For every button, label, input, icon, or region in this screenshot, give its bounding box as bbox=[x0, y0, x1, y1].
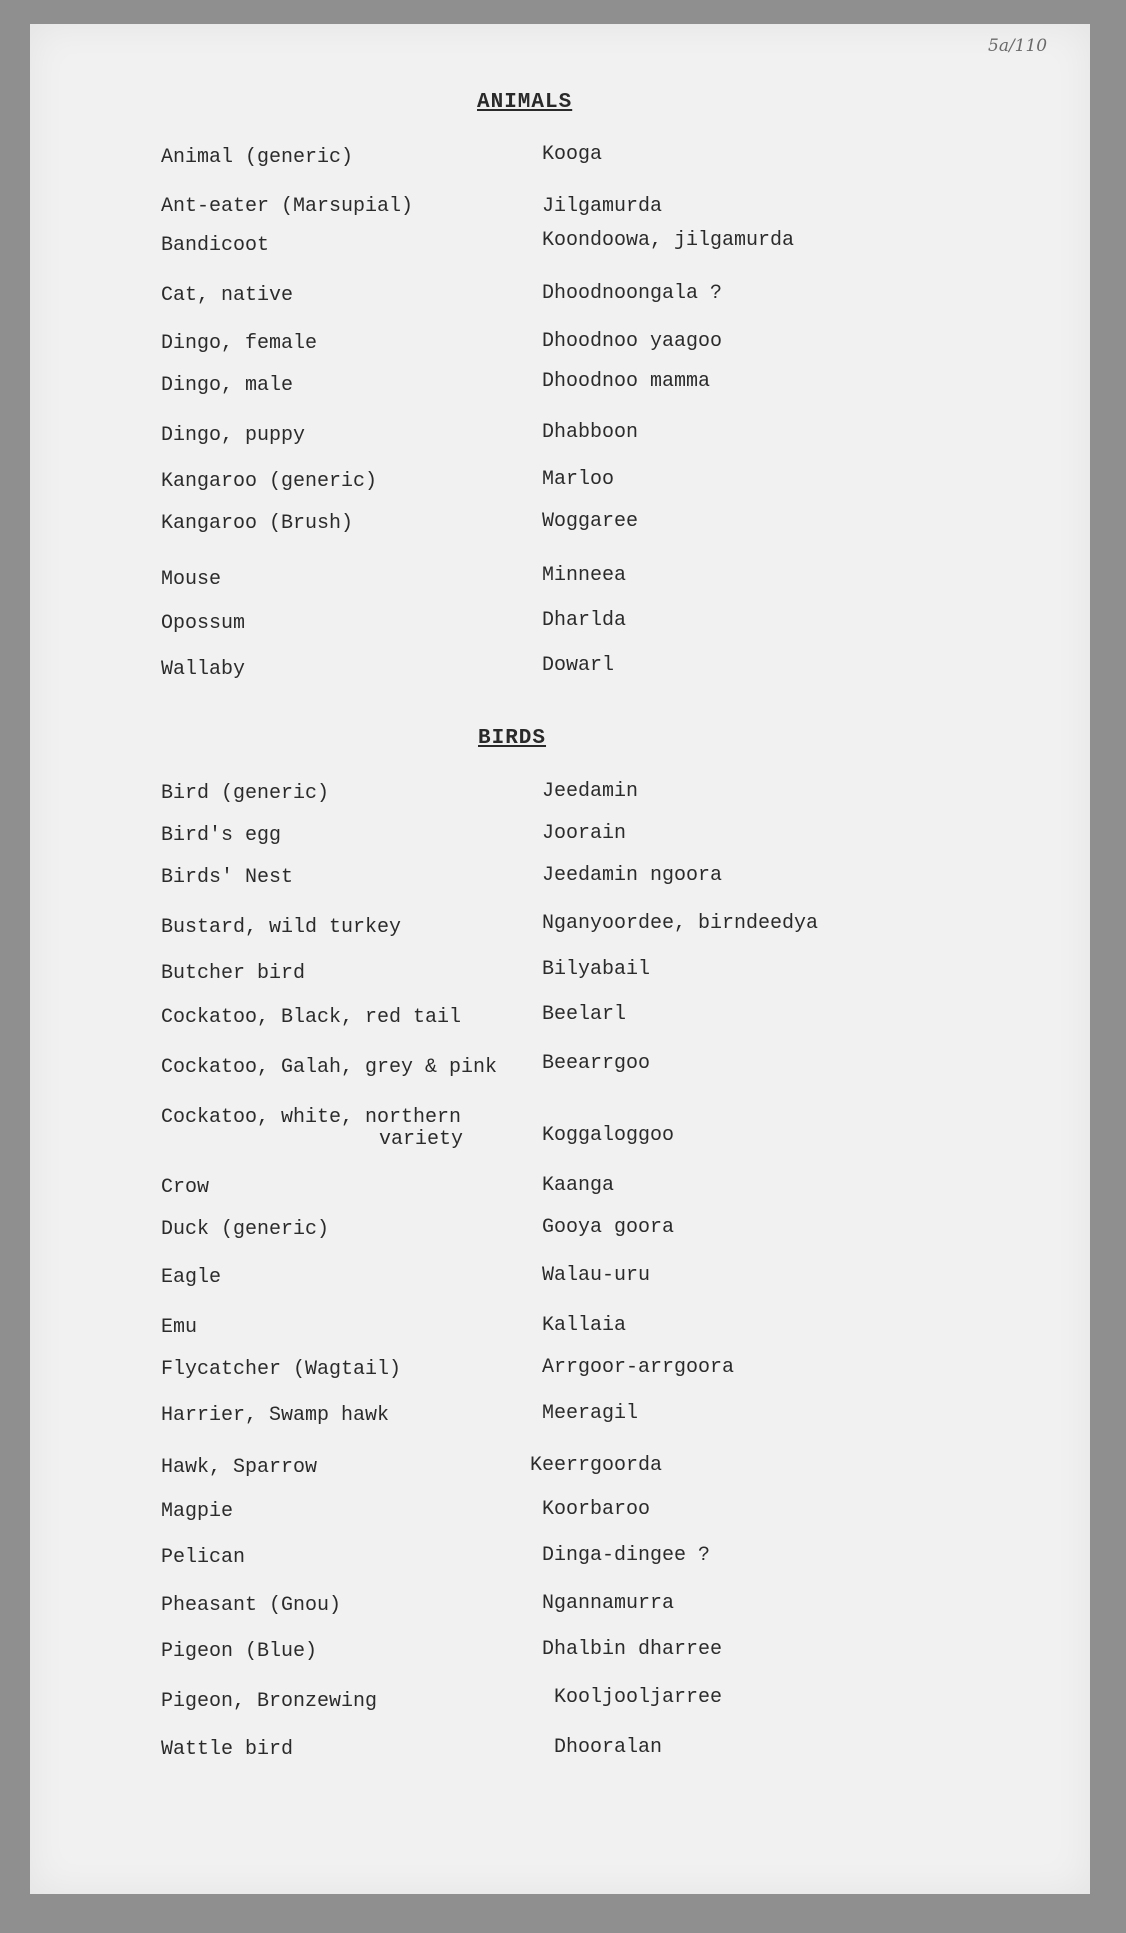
entry-native: Woggaree bbox=[542, 510, 639, 533]
entry-english: Magpie bbox=[161, 1500, 234, 1523]
entry-english: Wallaby bbox=[161, 658, 246, 681]
entry-native: Dhabboon bbox=[542, 421, 639, 444]
entry-english: Duck (generic) bbox=[161, 1218, 330, 1241]
entry-english: Pheasant (Gnou) bbox=[161, 1594, 342, 1617]
entry-native: Meeragil bbox=[542, 1402, 639, 1425]
entry-native: Dhoodnoongala ? bbox=[542, 282, 723, 305]
entry-native: Kooga bbox=[542, 143, 603, 166]
entry-native: Jeedamin ngoora bbox=[542, 864, 723, 887]
entry-native: Beelarl bbox=[542, 1003, 627, 1026]
entry-english: Dingo, puppy bbox=[161, 424, 306, 447]
entry-english: Birds' Nest bbox=[161, 866, 294, 889]
entry-english: Bird (generic) bbox=[161, 782, 330, 805]
entry-english: Mouse bbox=[161, 568, 222, 591]
entry-native: Kallaia bbox=[542, 1314, 627, 1337]
entry-native: Gooya goora bbox=[542, 1216, 675, 1239]
entry-native: Koondoowa, jilgamurda bbox=[542, 229, 795, 252]
entry-english: Flycatcher (Wagtail) bbox=[161, 1358, 402, 1381]
entry-native: Dhooralan bbox=[554, 1736, 663, 1759]
entry-native: Dhoodnoo mamma bbox=[542, 370, 711, 393]
entry-native: Dharlda bbox=[542, 609, 627, 632]
entry-english: Butcher bird bbox=[161, 962, 306, 985]
entry-native: Kaanga bbox=[542, 1174, 615, 1197]
entry-native: Jilgamurda bbox=[542, 195, 663, 218]
section-heading-animals: ANIMALS bbox=[477, 91, 573, 114]
entry-native: Nganyoordee, birndeedya bbox=[542, 912, 819, 935]
entry-english: Crow bbox=[161, 1176, 210, 1199]
entry-native: Koorbaroo bbox=[542, 1498, 651, 1521]
entry-native: Dhoodnoo yaagoo bbox=[542, 330, 723, 353]
entry-english: Cat, native bbox=[161, 284, 294, 307]
entry-english: Pigeon, Bronzewing bbox=[161, 1690, 378, 1713]
section-heading-birds: BIRDS bbox=[478, 727, 547, 750]
entry-english: Animal (generic) bbox=[161, 146, 354, 169]
entry-english: Bandicoot bbox=[161, 234, 270, 257]
entry-english: Hawk, Sparrow bbox=[161, 1456, 318, 1479]
entry-english: Opossum bbox=[161, 612, 246, 635]
entry-english: Bird's egg bbox=[161, 824, 282, 847]
entry-english: Cockatoo, Black, red tail bbox=[161, 1006, 462, 1029]
entry-english: Eagle bbox=[161, 1266, 222, 1289]
entry-native: Joorain bbox=[542, 822, 627, 845]
entry-english: Ant-eater (Marsupial) bbox=[161, 195, 414, 218]
entry-english: Kangaroo (generic) bbox=[161, 470, 378, 493]
page-number: 5a/110 bbox=[988, 36, 1048, 56]
entry-native: Arrgoor-arrgoora bbox=[542, 1356, 735, 1379]
entry-english: Pelican bbox=[161, 1546, 246, 1569]
entry-english: Bustard, wild turkey bbox=[161, 916, 402, 939]
entry-native: Keerrgoorda bbox=[530, 1454, 663, 1477]
entry-english: Kangaroo (Brush) bbox=[161, 512, 354, 535]
entry-english-continuation: variety bbox=[379, 1128, 464, 1151]
entry-native: Marloo bbox=[542, 468, 615, 491]
entry-native: Walau-uru bbox=[542, 1264, 651, 1287]
entry-native: Dhalbin dharree bbox=[542, 1638, 723, 1661]
entry-native: Jeedamin bbox=[542, 780, 639, 803]
entry-native: Minneea bbox=[542, 564, 627, 587]
entry-native: Dinga-dingee ? bbox=[542, 1544, 711, 1567]
entry-native: Dowarl bbox=[542, 654, 615, 677]
entry-english: Cockatoo, Galah, grey & pink bbox=[161, 1056, 498, 1079]
entry-native: Ngannamurra bbox=[542, 1592, 675, 1615]
entry-native: Beearrgoo bbox=[542, 1052, 651, 1075]
entry-english: Dingo, male bbox=[161, 374, 294, 397]
entry-english: Emu bbox=[161, 1316, 198, 1339]
entry-english: Harrier, Swamp hawk bbox=[161, 1404, 390, 1427]
entry-native: Kooljooljarree bbox=[554, 1686, 723, 1709]
entry-english: Pigeon (Blue) bbox=[161, 1640, 318, 1663]
entry-native: Koggaloggoo bbox=[542, 1124, 675, 1147]
entry-english: Cockatoo, white, northern bbox=[161, 1106, 462, 1129]
entry-native: Bilyabail bbox=[542, 958, 651, 981]
entry-english: Dingo, female bbox=[161, 332, 318, 355]
entry-english: Wattle bird bbox=[161, 1738, 294, 1761]
